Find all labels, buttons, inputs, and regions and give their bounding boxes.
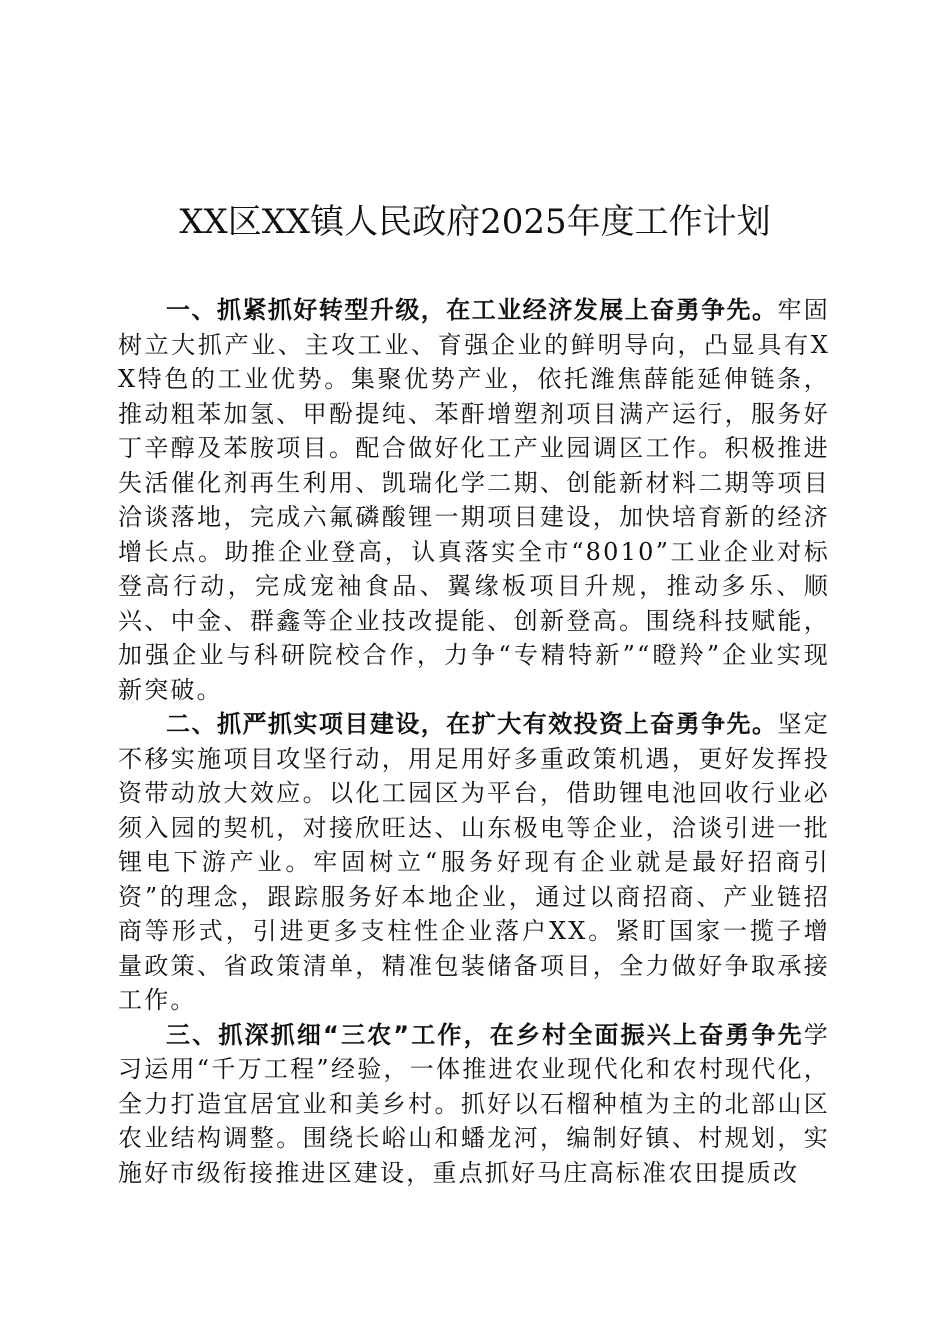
document-body [118,293,830,1190]
section-paragraph-1 [118,293,830,707]
section-paragraph-2 [118,707,830,1018]
section-paragraph-3 [118,1018,830,1191]
section-body-2: 坚定不移实施项目攻坚行动，用足用好多重政策机遇，更好发挥投资带动放大效应。以化工园区为平台，借助锂电池回收行业必须入园的契机，对接欣旺达、山东极电等企业，洽谈引进一批锂电下游产业。牢固树立“服务好现有企业就是最好招商引资”的理念，跟踪服务好本地企业，通过以商招商、产业链招商等形式，引进更多支柱性企业落户XX。紧盯国家一揽子增量政策、省政策清单，精准包装储备项目，全力做好争取承接工作。 [118,710,830,1014]
document-title: XX区XX镇人民政府2025年度工作计划 [179,202,771,242]
section-body-3: 学习运用“千万工程”经验，一体推进农业现代化和农村现代化，全力打造宜居宜业和美乡村。抓好以石榴种植为主的北部山区农业结构调整。围绕长峪山和蟠龙河，编制好镇、村规划，实施好市级衔接推进区建设，重点抓好马庄高标准农田提质改 [118,1020,830,1187]
section-body-1: 牢固树立大抓产业、主攻工业、育强企业的鲜明导向，凸显具有XX特色的工业优势。集聚优势产业，依托潍焦薛能延伸链条，推动粗苯加氢、甲酚提纯、苯酐增塑剂项目满产运行，服务好丁辛醇及苯胺项目。配合做好化工产业园调区工作。积极推进失活催化剂再生利用、凯瑞化学二期、创能新材料二期等项目洽谈落地，完成六氟磷酸锂一期项目建设，加快培育新的经济增长点。助推企业登高，认真落实全市“8010”工业企业对标登高行动，完成宠袖食品、翼缘板项目升规，推动多乐、顺兴、中金、群鑫等企业技改提能、创新登高。围绕科技赋能，加强企业与科研院校合作，力争“专精特新”“瞪羚”企业实现新突破。 [118,296,830,704]
section-heading-2: 二、抓严抓实项目建设，在扩大有效投资上奋勇争先。 [166,710,778,738]
section-heading-1: 一、抓紧抓好转型升级，在工业经济发展上奋勇争先。 [166,296,778,324]
section-heading-3: 三、抓深抓细“三农”工作，在乡村全面振兴上奋勇争先 [166,1020,804,1049]
